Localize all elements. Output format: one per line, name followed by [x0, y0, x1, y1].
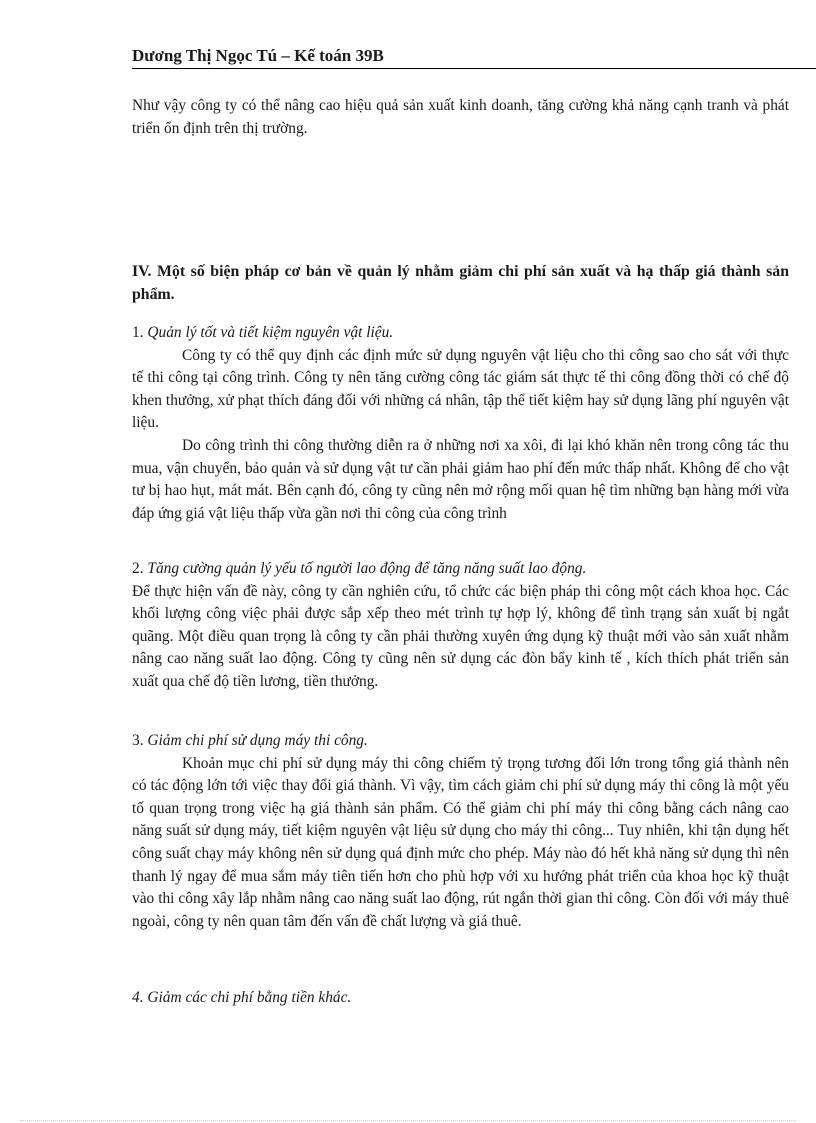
- item-2: [132, 558, 789, 694]
- item-4-heading: [132, 987, 789, 1010]
- header-title: Dương Thị Ngọc Tú – Kế toán 39B: [132, 46, 384, 65]
- section-iv: [132, 261, 789, 306]
- item-1-heading: [132, 322, 789, 345]
- item-1-paragraph-2: Do công trình thi công thường diễn ra ở những nơi xa xôi, đi lại khó khăn nên trong công tác thu mua, vận chuyển, bảo quản và sử dụng vật tư cần phải giảm hao phí đến mức thấp nhất. Không để cho vật tư bị hao hụt, mát mát. Bên cạnh đó, công ty cũng nên mở rộng mối quan hệ tìm những bạn hàng mới vừa đáp ứng giá vật liệu thấp vừa gần nơi thi công của công trình: [132, 436, 789, 522]
- item-4-heading-text: Giảm các chi phí bằng tiền khác.: [147, 989, 352, 1006]
- item-3-paragraph-1: Khoản mục chi phí sử dụng máy thi công chiếm tỷ trọng tương đối lớn trong tổng giá thành nên có tác động lớn tới việc thay đổi giá thành. Vì vậy, tìm cách giảm chi phí sử dụng máy thi công là một yếu tố quan trọng trong việc hạ giá thành sản phẩm. Có thể giảm chi phí máy thi công bằng cách nâng cao năng suất sử dụng máy, tiết kiệm nguyên vật liệu sử dụng cho máy thi công... Tuy nhiên, khi tận dụng hết công suất chạy máy không nên sử dụng quá định mức cho phép. Máy nào đó hết khả năng sử dụng thì nên thanh lý ngay để mua sắm máy tiên tiến hơn cho phù hợp với xu hướng phát triển của khoa học kỹ thuật vào thi công xây lắp nhằm nâng cao năng suất lao động, rút ngắn thời gian thi công. Còn đối với máy thuê ngoài, công ty nên quan tâm đến vấn đề chất lượng và giá thuê.: [132, 754, 789, 930]
- intro-block: [132, 95, 789, 140]
- item-3-heading: [132, 730, 789, 753]
- item-4-number: 4.: [132, 989, 144, 1006]
- item-1-heading-text: Quản lý tốt và tiết kiệm nguyên vật liệu.: [147, 324, 394, 341]
- item-2-heading-text: Tăng cường quản lý yếu tố người lao động để tăng năng suất lao động.: [147, 560, 587, 577]
- item-1: [132, 322, 789, 525]
- item-2-paragraph-1: Để thực hiện vấn đề này, công ty cần nghiên cứu, tổ chức các biện pháp thi công một cách khoa học. Các khối lượng công việc phải được sắp xếp theo mét trình tự hợp lý, không để tình trạng sản xuất bị ngắt quãng. Một điều quan trọng là công ty cần phải thường xuyên ứng dụng kỹ thuật mới vào sản xuất nhằm nâng cao năng suất lao động. Công ty cũng nên sử dụng các đòn bẩy kinh tế , kích thích phát triển sản xuất qua chế độ tiền lương, tiền thưởng.: [132, 582, 789, 690]
- item-4: [132, 987, 789, 1010]
- item-2-heading: [132, 558, 789, 581]
- item-3-number: 3.: [132, 732, 144, 749]
- item-1-number: 1.: [132, 324, 144, 341]
- item-3: [132, 730, 789, 933]
- item-3-heading-text: Giảm chi phí sử dụng máy thi công.: [147, 732, 368, 749]
- item-1-paragraph-1: Công ty có thể quy định các định mức sử dụng nguyên vật liệu cho thi công sao cho sát với thực tế thi công tại công trình. Công ty nên tăng cường công tác giám sát thực tế thi công đồng thời có chế độ khen thưởng, xử phạt thích đáng đối với những cá nhân, tập thể tiết kiệm hay sử dụng lãng phí nguyên vật liệu.: [132, 346, 789, 432]
- page-bottom-divider: [20, 1120, 796, 1121]
- page-header: [132, 46, 816, 69]
- section-title: IV. Một số biện pháp cơ bản về quản lý nhằm giảm chi phí sản xuất và hạ thấp giá thành sản phẩm.: [132, 263, 789, 303]
- intro-paragraph: Như vậy công ty có thể nâng cao hiệu quả sản xuất kinh doanh, tăng cường khả năng cạnh tranh và phát triển ổn định trên thị trường.: [132, 97, 789, 137]
- item-2-number: 2.: [132, 560, 144, 577]
